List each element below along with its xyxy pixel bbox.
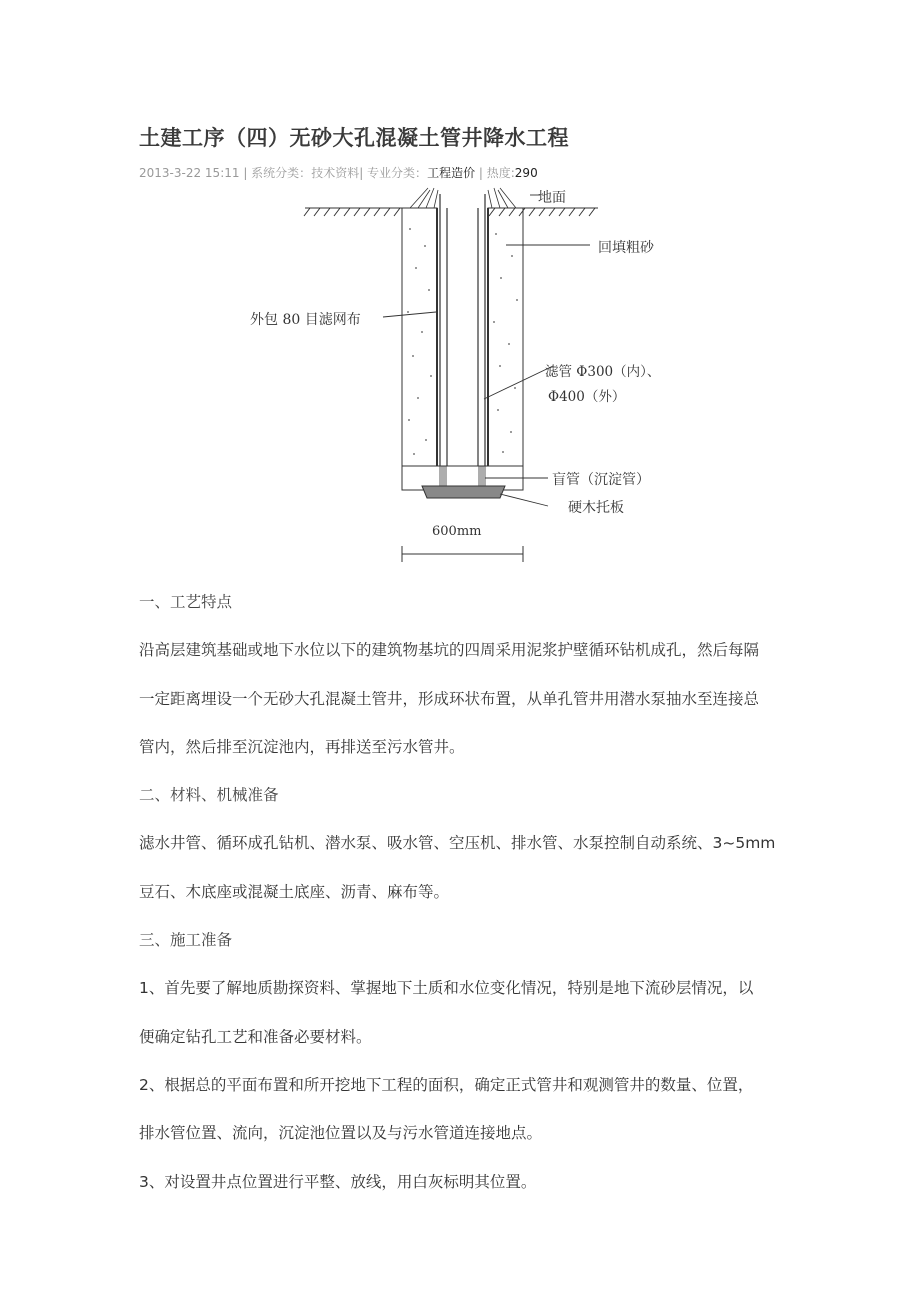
content-line: 豆石、木底座或混凝土底座、沥青、麻布等。 (139, 882, 450, 901)
label-backfill: 回填粗砂 (598, 240, 654, 256)
meta-sep: | 专业分类： (359, 166, 428, 180)
dimension-line (402, 546, 523, 562)
label-wood-plate: 硬木托板 (568, 500, 624, 516)
label-ground: 地面 (538, 190, 566, 206)
label-width: 600mm (432, 524, 482, 539)
content-line: 一、工艺特点 (139, 593, 233, 611)
leader-lines (383, 195, 590, 506)
label-filter-pipe-1: 滤管 Φ300（内）、 (545, 364, 661, 380)
backfill-sand-left (402, 208, 437, 466)
meta-sep: | 热度: (475, 166, 515, 180)
label-filter-pipe-2: Φ400（外） (548, 389, 626, 405)
wood-base-plate (422, 486, 505, 498)
pipe-top-lines (410, 188, 516, 208)
heat-count: 290 (514, 166, 538, 180)
blind-pipe-hatch (440, 466, 485, 486)
content-line: 排水管位置、流向，沉淀池位置以及与污水管道连接地点。 (139, 1124, 543, 1143)
article-title: 土建工序（四）无砂大孔混凝土管井降水工程 (139, 126, 569, 150)
content-line: 管内，然后排至沉淀池内，再排送至污水管井。 (139, 737, 465, 756)
content-line: 1、首先要了解地质勘探资料、掌握地下土质和水位变化情况，特别是地下流砂层情况，以 (139, 979, 754, 998)
content-line: 便确定钻孔工艺和准备必要材料。 (139, 1027, 372, 1046)
content-line: 3、对设置井点位置进行平整、放线，用白灰标明其位置。 (139, 1172, 537, 1191)
professional-category-link[interactable]: 工程造价 (427, 166, 476, 180)
content-line: 三、施工准备 (139, 931, 233, 950)
well-section-diagram (230, 184, 675, 568)
article-meta (139, 164, 538, 181)
content-line: 沿高层建筑基础或地下水位以下的建筑物基坑的四周采用泥浆护壁循环钻机成孔，然后每隔 (139, 641, 760, 660)
label-filter-mesh: 外包 80 目滤网布 (250, 312, 361, 328)
content-line: 滤水井管、循环成孔钻机、潜水泵、吸水管、空压机、排水管、水泵控制自动系统、3~5mm (139, 834, 776, 853)
content-line: 2、根据总的平面布置和所开挖地下工程的面积，确定正式管井和观测管井的数量、位置， (139, 1075, 754, 1094)
ground-line (304, 208, 598, 216)
article-body (139, 578, 789, 1206)
system-category-link[interactable]: 技术资料 (311, 166, 360, 180)
backfill-sand-right (488, 208, 523, 466)
label-blind-pipe: 盲管（沉淀管） (552, 472, 650, 488)
meta-sep: | 系统分类： (239, 166, 312, 180)
content-line: 一定距离埋设一个无砂大孔混凝土管井，形成环状布置，从单孔管井用潜水泵抽水至连接总 (139, 689, 760, 708)
content-line: 二、材料、机械准备 (139, 786, 279, 805)
publish-date: 2013-3-22 15:11 (139, 166, 240, 180)
filter-pipe-walls (440, 194, 485, 466)
